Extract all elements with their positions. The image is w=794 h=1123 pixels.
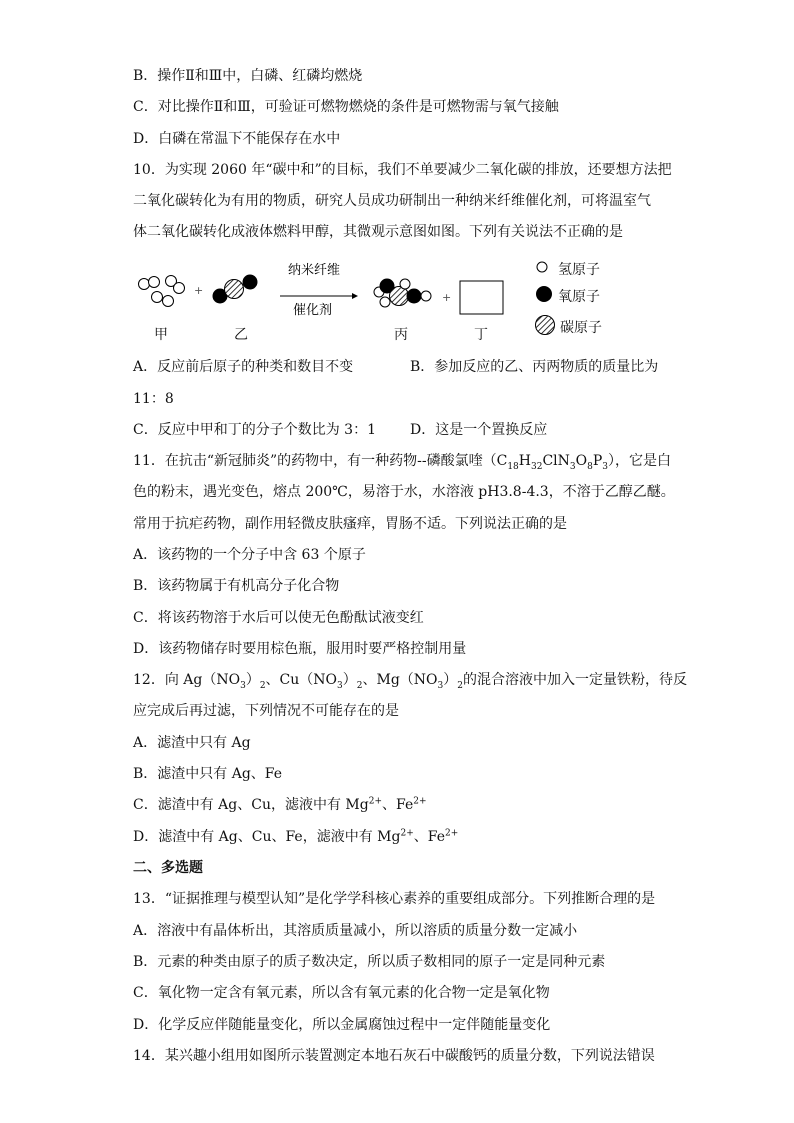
formula-h: H xyxy=(518,453,531,469)
plus-sign-1: + xyxy=(194,284,204,297)
catalyst-label-bottom: 催化剂 xyxy=(293,303,333,318)
q13-stem: 13．“证据推理与模型认知”是化学学科核心素养的重要组成部分。下列推断合理的是 xyxy=(133,891,656,907)
formula-sub-h: 32 xyxy=(530,461,543,472)
q12-option-d xyxy=(133,827,458,847)
q10-option-a: A．反应前后原子的种类和数目不变 xyxy=(133,359,354,375)
molecule-jia xyxy=(139,276,185,307)
q12-option-b: B．滤渣中只有 Ag、Fe xyxy=(133,766,283,782)
q11-option-a: A．该药物的一个分子中含 63 个原子 xyxy=(133,547,366,563)
q11-option-c: C．将该药物溶于水后可以使无色酚酞试液变红 xyxy=(133,610,424,626)
legend-oxygen-label: 氧原子 xyxy=(558,289,600,305)
reaction-diagram xyxy=(130,258,670,348)
formula-sub-n: 3 xyxy=(569,461,576,472)
q12-sub-2: 2 xyxy=(259,680,266,691)
legend-hydrogen-label: 氢原子 xyxy=(558,262,600,278)
q10-option-c: C．反应中甲和丁的分子个数比为 3：1 xyxy=(133,422,376,438)
molecule-bing xyxy=(374,279,431,307)
q12-text-5: 、Mg（NO xyxy=(362,672,438,688)
legend-carbon-label: 碳原子 xyxy=(560,320,602,336)
label-jia: 甲 xyxy=(154,327,168,343)
ion-charge-mg: 2+ xyxy=(368,796,382,807)
formula-sub-p: 3 xyxy=(602,461,608,472)
section-heading-multi-choice: 二、多选题 xyxy=(133,860,203,876)
q13-option-c: C．氧化物一定含有氧元素，所以含有氧元素的化合物一定是氧化物 xyxy=(133,985,550,1001)
q11-stem-line3: 常用于抗疟药物，副作用轻微皮肤瘙痒，胃肠不适。下列说法正确的是 xyxy=(133,516,567,532)
ion-charge-fe-2: 2+ xyxy=(444,828,459,839)
q12-sub-3: 3 xyxy=(337,680,343,691)
q12-text-6: ） xyxy=(443,672,458,688)
q13-option-d: D．化学反应伴随能量变化，所以金属腐蚀过程中一定伴随能量变化 xyxy=(133,1017,551,1033)
formula-o: O xyxy=(575,453,588,469)
q12-stem-line1 xyxy=(133,670,687,690)
reaction-arrow-head xyxy=(352,293,358,299)
label-bing: 丙 xyxy=(394,327,408,343)
q10-option-b-cont: 11：8 xyxy=(133,391,174,407)
molecule-ding-box xyxy=(460,281,503,314)
formula-cln: ClN xyxy=(542,453,570,469)
formula-sub-c: 18 xyxy=(507,461,519,472)
q11-stem-line2: 色的粉末，遇光变色，熔点 200℃，易溶于水，水溶液 pH3.8-4.3，不溶于乙醇乙醚。 xyxy=(133,484,675,500)
q10-stem-line3: 体二氧化碳转化成液体燃料甲醇，其微观示意图如图。下列有关说法不正确的是 xyxy=(133,224,623,240)
q12-sub-4: 2 xyxy=(356,680,363,691)
q12-sub-5: 3 xyxy=(437,680,444,691)
label-ding: 丁 xyxy=(474,327,488,343)
ion-fe-text-2: 、Fe xyxy=(413,829,445,845)
catalyst-label-top: 纳米纤维 xyxy=(288,263,341,278)
q12-sub-6: 2 xyxy=(457,680,463,691)
q12-text-4: ） xyxy=(342,672,357,688)
q13-option-b: B．元素的种类由原子的质子数决定，所以质子数相同的原子一定是同种元素 xyxy=(133,954,606,970)
q11-option-b: B．该药物属于有机高分子化合物 xyxy=(133,578,340,594)
q12-option-c xyxy=(133,795,427,815)
q12-text-3: 、Cu（NO xyxy=(265,672,338,688)
q9-option-c: C．对比操作Ⅱ和Ⅲ，可验证可燃物燃烧的条件是可燃物需与氧气接触 xyxy=(133,99,559,115)
legend-carbon-icon xyxy=(536,316,555,335)
q12-sub-1: 3 xyxy=(240,680,246,691)
q12-option-c-text: C．滤渣中有 Ag、Cu，滤液中有 Mg xyxy=(133,797,369,813)
q12-option-d-text: D．滤渣中有 Ag、Cu、Fe，滤液中有 Mg xyxy=(133,829,401,845)
q10-stem-line2: 二氧化碳转化为有用的物质，研究人员成功研制出一种纳米纤维催化剂，可将温室气 xyxy=(133,193,651,209)
q12-option-a: A．滤渣中只有 Ag xyxy=(133,735,251,751)
q14-stem: 14．某兴趣小组用如图所示装置测定本地石灰石中碳酸钙的质量分数，下列说法错误 xyxy=(133,1048,655,1064)
q10-option-d: D．这是一个置换反应 xyxy=(410,422,548,438)
formula-sub-o: 8 xyxy=(587,461,593,472)
q11-stem-text: 11．在抗击“新冠肺炎”的药物中，有一种药物--磷酸氯喹（C xyxy=(133,453,508,469)
q11-stem-line1 xyxy=(133,451,671,471)
q11-option-d: D．该药物储存时要用棕色瓶，服用时要严格控制用量 xyxy=(133,641,467,657)
plus-sign-2: + xyxy=(442,291,452,304)
ion-fe-text: 、Fe xyxy=(382,797,414,813)
q12-text-7: 的混合溶液中加入一定量铁粉，待反 xyxy=(462,672,687,688)
legend-oxygen-icon xyxy=(536,286,552,302)
q9-option-d: D．白磷在常温下不能保存在水中 xyxy=(133,131,341,147)
q10-stem-line1: 10．为实现 2060 年“碳中和”的目标，我们不单要减少二氧化碳的排放，还要想方法把 xyxy=(133,162,672,178)
q9-option-b: B．操作Ⅱ和Ⅲ中，白磷、红磷均燃烧 xyxy=(133,68,363,84)
formula-p: P xyxy=(592,453,603,469)
label-yi: 乙 xyxy=(234,327,248,343)
legend-hydrogen-icon xyxy=(537,262,547,272)
q13-option-a: A．溶液中有晶体析出，其溶质质量减小，所以溶质的质量分数一定减小 xyxy=(133,923,578,939)
ion-charge-mg-2: 2+ xyxy=(400,828,414,839)
q10-option-b: B．参加反应的乙、丙两物质的质量比为 xyxy=(410,359,659,375)
q12-text-2: ） xyxy=(245,672,260,688)
q11-stem-text-end: ），它是白 xyxy=(608,453,671,469)
q12-text-1: 12．向 Ag（NO xyxy=(133,672,241,688)
q12-stem-line2: 应完成后再过滤，下列情况不可能存在的是 xyxy=(133,703,399,719)
ion-charge-fe: 2+ xyxy=(413,796,427,807)
molecule-yi xyxy=(213,275,257,303)
